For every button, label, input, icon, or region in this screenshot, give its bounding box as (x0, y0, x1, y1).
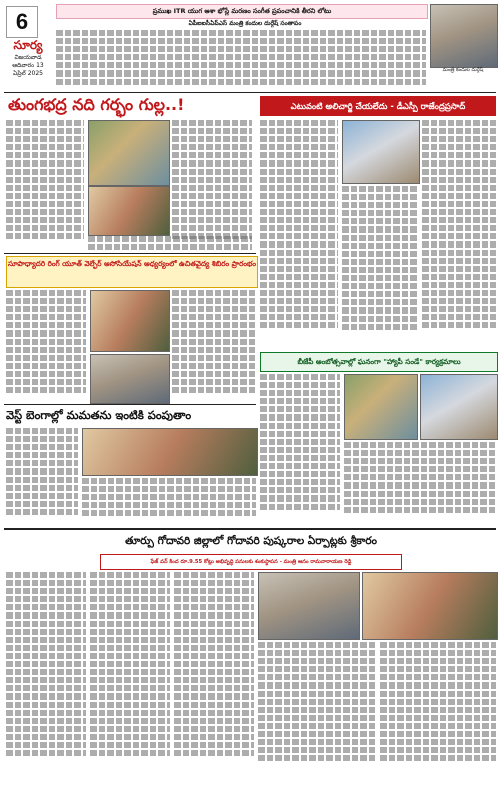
camp-photo-1 (90, 290, 170, 352)
tungabhadra-body-col1 (6, 120, 84, 250)
camp-headline: సూపాధ్యాదరి రింగ్ యూత్ వెల్ఫేర్ అసోసియేషన్ అధ్యర్యంలో ఉచితవైద్య శిబిరం ప్రారంభం (7, 259, 257, 268)
godavari-body-col1 (6, 572, 86, 780)
river-photo-1 (88, 120, 170, 186)
godavari-subhead: ఫేజ్ వన్ కింద రూ.9.55 కోట్లు అభివృద్ధి పనులకు శంకుస్థాపన - మంత్రి ఆనం రామనారాయణ రెడ్డి (150, 559, 352, 565)
camp-body-col1 (6, 290, 86, 402)
tungabhadra-body-tail (88, 236, 252, 250)
godavari-body-col4 (258, 642, 376, 780)
divider (4, 253, 256, 254)
dsp-body-col1 (260, 120, 338, 350)
wb-headline: వెస్ట్ బెంగాల్లో మమతను ఇంటికి పంపుతాం (6, 408, 192, 422)
edition-city: విజయవాడ (14, 54, 42, 61)
wb-body-col1 (6, 428, 78, 524)
godavari-body-col3 (174, 572, 254, 780)
dsp-photo (342, 120, 420, 184)
pushkar-photo-1 (258, 572, 360, 640)
minister-caption: మంత్రి కందుల దుర్గేష్ (442, 67, 484, 73)
godavari-headline: తూర్పు గోదావరి జిల్లాలో గోదావరి పుష్కరాల ఏర్పాట్లకు శ్రీకారం (125, 535, 377, 547)
dsp-headline-bar (260, 96, 496, 116)
top-story-banner (56, 4, 428, 19)
divider (4, 404, 256, 405)
top-story-subhead: ఏపీఐఐసీఏప్ఎస్ మంత్రి కందుల దుర్గేష్ సంతాపం (188, 20, 302, 27)
river-photo-2 (88, 186, 170, 236)
edition-info (6, 54, 50, 78)
camp-body-col2 (172, 290, 256, 402)
page-number: 6 (6, 6, 38, 38)
top-story-body (56, 30, 426, 90)
bjp-photo-1 (344, 374, 418, 440)
tungabhadra-body-col2 (172, 120, 252, 250)
wb-body-col2 (82, 478, 256, 524)
edition-date-2: ఏప్రిల్ 2025 (13, 70, 43, 77)
godavari-subhead-box (100, 554, 402, 570)
edition-date-1: ఆదివారం 13 (12, 62, 44, 69)
pushkar-photo-2 (362, 572, 498, 640)
dsp-body-col3 (422, 120, 496, 350)
dsp-body-col2 (342, 186, 418, 350)
bjp-body-col1 (260, 374, 340, 524)
paper-brand: సూర్య (13, 38, 43, 52)
camp-photo-2 (90, 354, 170, 404)
divider (4, 528, 496, 530)
bjp-headline: బీజేపీ అంబోత్సవాల్లో ఘనంగా "హ్యాపీ సండే" కార్యక్రమాలు (297, 357, 461, 366)
godavari-body-col2 (90, 572, 170, 780)
top-story-headline: ప్రముఖ ITR యుగ ఆశా భోస్లే మరణం సంగీత ప్రపంచానికి తీరని లోటు (152, 7, 332, 15)
bjp-body-col2 (344, 442, 496, 524)
tungabhadra-headline: తుంగభద్ర నది గర్భం గుల్ల..! (8, 95, 185, 114)
minister-photo (430, 4, 498, 68)
wb-photo (82, 428, 258, 476)
bjp-photo-2 (420, 374, 498, 440)
divider (4, 92, 496, 93)
bjp-headline-box (260, 352, 498, 372)
dsp-headline: ఎటువంటి అలిచార్జి చేయలేదు - డీఎస్పీ రాజేంద్రప్రసాద్ (290, 101, 466, 111)
godavari-body-col5 (380, 642, 496, 780)
camp-headline-box (6, 256, 258, 288)
